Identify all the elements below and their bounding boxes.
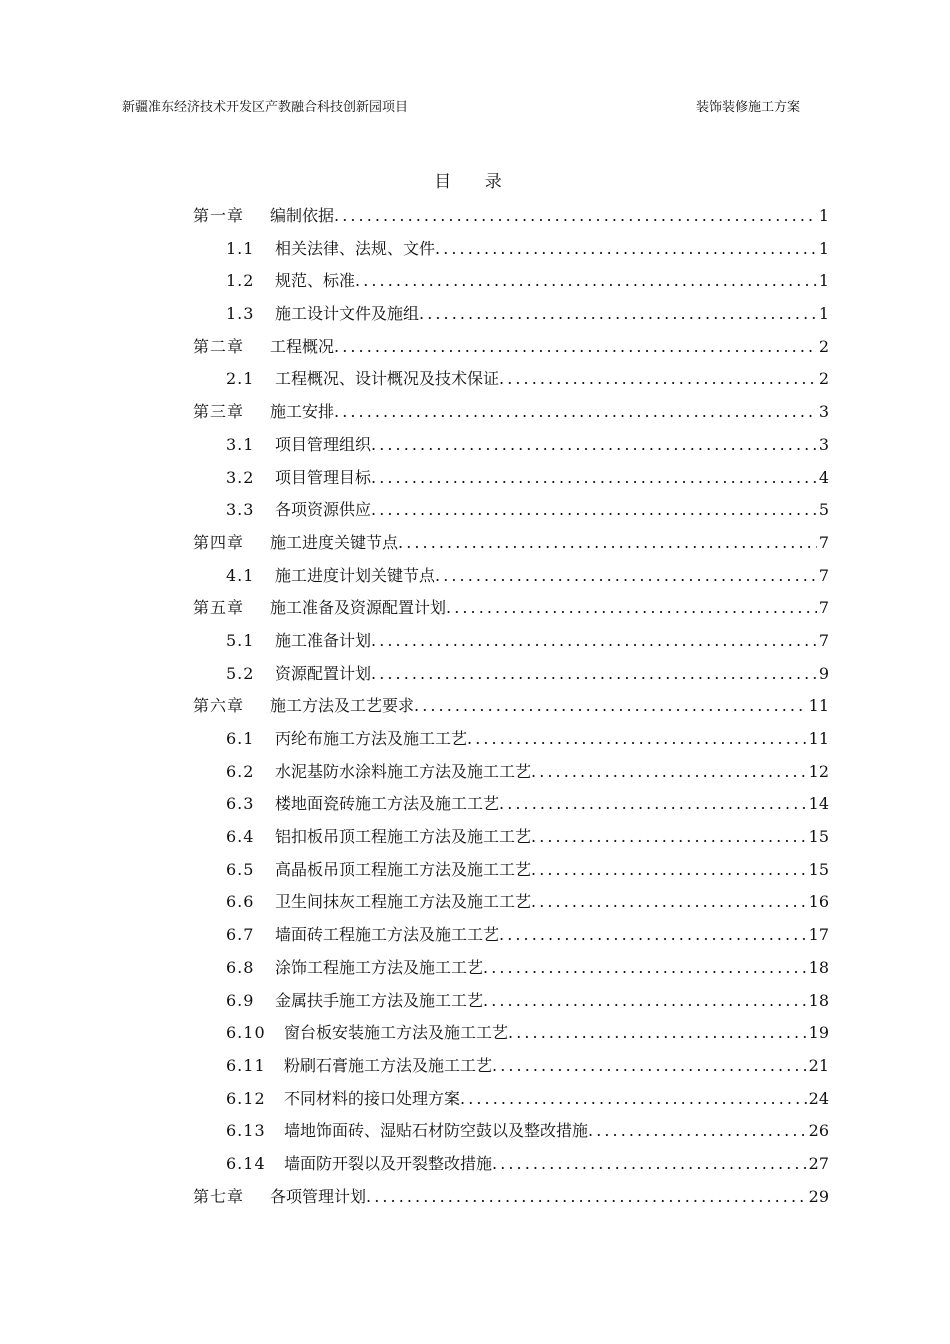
toc-page-number: 14 <box>808 794 829 814</box>
table-of-contents <box>193 200 829 1213</box>
toc-leader-dots <box>419 298 817 331</box>
toc-entry-label: 规范、标准 <box>275 271 356 291</box>
toc-leader-dots <box>499 363 817 396</box>
toc-section-entry[interactable] <box>193 429 829 462</box>
toc-leader-dots <box>371 462 817 495</box>
toc-leader-dots <box>499 919 807 952</box>
toc-leader-dots <box>499 788 807 821</box>
toc-entry-label: 资源配置计划 <box>275 663 372 683</box>
toc-entry-label: 高晶板吊顶工程施工方法及施工工艺 <box>275 859 532 879</box>
toc-entry-number: 6.6 <box>226 892 255 912</box>
toc-page-number: 9 <box>818 663 829 683</box>
toc-leader-dots <box>531 821 807 854</box>
toc-page-number: 3 <box>818 434 829 454</box>
toc-entry-label: 施工方法及工艺要求 <box>270 696 415 716</box>
toc-page-number: 1 <box>818 304 829 324</box>
toc-page-number: 1 <box>818 271 829 291</box>
toc-entry-label: 墙面砖工程施工方法及施工工艺 <box>275 925 500 945</box>
toc-page-number: 2 <box>818 336 829 356</box>
toc-section-entry[interactable] <box>193 985 829 1018</box>
toc-entry-number: 第六章 <box>193 696 245 716</box>
toc-leader-dots <box>334 331 817 364</box>
toc-entry-label: 各项管理计划 <box>270 1186 367 1206</box>
toc-chapter-entry[interactable] <box>193 690 829 723</box>
toc-entry-label: 相关法律、法规、文件 <box>275 238 436 258</box>
toc-entry-label: 施工设计文件及施组 <box>275 304 420 324</box>
toc-entry-label: 粉刷石膏施工方法及施工工艺 <box>284 1055 493 1075</box>
toc-entry-label: 施工准备及资源配置计划 <box>270 598 447 618</box>
toc-section-entry[interactable] <box>193 756 829 789</box>
header-document-title: 装饰装修施工方案 <box>695 100 800 115</box>
toc-leader-dots <box>508 1017 807 1050</box>
toc-leader-dots <box>531 886 807 919</box>
toc-section-entry[interactable] <box>193 1017 829 1050</box>
toc-entry-label: 窗台板安装施工方法及施工工艺 <box>284 1023 509 1043</box>
toc-section-entry[interactable] <box>193 233 829 266</box>
toc-page-number: 27 <box>808 1153 829 1173</box>
toc-entry-label: 涂饰工程施工方法及施工工艺 <box>275 957 484 977</box>
toc-page-number: 18 <box>808 990 829 1010</box>
toc-entry-label: 各项资源供应 <box>275 500 372 520</box>
toc-page-number: 2 <box>818 369 829 389</box>
toc-leader-dots <box>467 723 807 756</box>
toc-page-number: 1 <box>818 206 829 225</box>
toc-leader-dots <box>483 952 807 985</box>
toc-section-entry[interactable] <box>193 886 829 919</box>
toc-page-number: 11 <box>808 696 829 716</box>
toc-entry-number: 1.2 <box>226 271 255 291</box>
toc-page-number: 29 <box>808 1186 829 1206</box>
toc-entry-number: 3.3 <box>226 500 255 520</box>
toc-entry-number: 2.1 <box>226 369 255 389</box>
toc-section-entry[interactable] <box>193 298 829 331</box>
toc-section-entry[interactable] <box>193 1115 829 1148</box>
toc-entry-number: 1.1 <box>226 238 255 258</box>
toc-entry-label: 工程概况、设计概况及技术保证 <box>275 369 500 389</box>
toc-entry-number: 6.12 <box>226 1088 266 1108</box>
toc-page-number: 7 <box>818 598 829 618</box>
page-header <box>122 97 828 119</box>
toc-section-entry[interactable] <box>193 658 829 691</box>
toc-leader-dots <box>446 592 817 625</box>
toc-section-entry[interactable] <box>193 821 829 854</box>
toc-entry-number: 第二章 <box>193 336 245 356</box>
toc-leader-dots <box>435 233 817 266</box>
toc-leader-dots <box>371 429 817 462</box>
toc-section-entry[interactable] <box>193 1083 829 1116</box>
toc-entry-number: 6.2 <box>226 761 255 781</box>
toc-leader-dots <box>435 560 817 593</box>
toc-entry-number: 6.8 <box>226 957 255 977</box>
toc-entry-number: 5.2 <box>226 663 255 683</box>
toc-page-number: 18 <box>808 957 829 977</box>
toc-entry-label: 项目管理目标 <box>275 467 372 487</box>
toc-chapter-entry[interactable] <box>193 200 829 233</box>
toc-leader-dots <box>398 527 817 560</box>
toc-entry-number: 1.3 <box>226 304 255 324</box>
toc-section-entry[interactable] <box>193 952 829 985</box>
toc-entry-number: 第七章 <box>193 1186 245 1206</box>
toc-entry-number: 6.13 <box>226 1121 266 1141</box>
toc-entry-number: 6.11 <box>226 1055 266 1075</box>
toc-chapter-entry[interactable] <box>193 396 829 429</box>
toc-entry-number: 6.5 <box>226 859 255 879</box>
toc-page-number: 3 <box>818 402 829 422</box>
header-project-name: 新疆准东经济技术开发区产教融合科技创新园项目 <box>122 100 409 115</box>
toc-page-number: 5 <box>818 500 829 520</box>
toc-section-entry[interactable] <box>193 625 829 658</box>
toc-section-entry[interactable] <box>193 788 829 821</box>
toc-entry-number: 3.2 <box>226 467 255 487</box>
toc-entry-label: 铝扣板吊顶工程施工方法及施工工艺 <box>275 827 532 847</box>
toc-page-number: 7 <box>818 630 829 650</box>
toc-page-number: 17 <box>808 925 829 945</box>
toc-chapter-entry[interactable] <box>193 1181 829 1214</box>
toc-page-number: 19 <box>808 1023 829 1043</box>
toc-section-entry[interactable] <box>193 1148 829 1181</box>
toc-page-number: 24 <box>808 1088 829 1108</box>
toc-entry-label: 墙面防开裂以及开裂整改措施 <box>284 1153 493 1173</box>
toc-leader-dots <box>531 854 807 887</box>
toc-entry-number: 6.1 <box>226 729 255 748</box>
toc-chapter-entry[interactable] <box>193 527 829 560</box>
toc-entry-number: 3.1 <box>226 434 255 454</box>
toc-leader-dots <box>371 658 817 691</box>
toc-entry-label: 丙纶布施工方法及施工工艺 <box>275 729 468 748</box>
toc-page-number: 7 <box>818 532 829 552</box>
toc-section-entry[interactable] <box>193 494 829 527</box>
toc-entry-label: 卫生间抹灰工程施工方法及施工工艺 <box>275 892 532 912</box>
toc-leader-dots <box>492 1148 807 1181</box>
toc-section-entry[interactable] <box>193 1050 829 1083</box>
toc-entry-number: 第一章 <box>193 206 245 225</box>
toc-entry-label: 项目管理组织 <box>275 434 372 454</box>
toc-page-number: 16 <box>808 892 829 912</box>
toc-leader-dots <box>492 1050 807 1083</box>
toc-leader-dots <box>483 985 807 1018</box>
toc-page-number: 11 <box>808 729 829 748</box>
toc-title: 目 录 <box>434 172 516 192</box>
toc-entry-number: 6.4 <box>226 827 255 847</box>
toc-entry-label: 工程概况 <box>270 336 335 356</box>
toc-page-number: 12 <box>808 761 829 781</box>
toc-entry-number: 5.1 <box>226 630 255 650</box>
toc-page-number: 7 <box>818 565 829 585</box>
toc-entry-number: 6.14 <box>226 1153 266 1173</box>
toc-chapter-entry[interactable] <box>193 592 829 625</box>
toc-entry-label: 编制依据 <box>270 206 335 225</box>
toc-section-entry[interactable] <box>193 363 829 396</box>
toc-entry-label: 施工进度关键节点 <box>270 532 399 552</box>
toc-entry-number: 第五章 <box>193 598 245 618</box>
toc-leader-dots <box>371 625 817 658</box>
toc-entry-label: 楼地面瓷砖施工方法及施工工艺 <box>275 794 500 814</box>
toc-leader-dots <box>460 1083 807 1116</box>
toc-page-number: 21 <box>808 1055 829 1075</box>
toc-leader-dots <box>414 690 807 723</box>
toc-entry-label: 施工安排 <box>270 402 335 422</box>
toc-entry-label: 水泥基防水涂料施工方法及施工工艺 <box>275 761 532 781</box>
toc-page-number: 26 <box>808 1121 829 1141</box>
toc-entry-label: 不同材料的接口处理方案 <box>284 1088 461 1108</box>
toc-leader-dots <box>371 494 817 527</box>
toc-entry-number: 6.3 <box>226 794 255 814</box>
toc-leader-dots <box>355 265 817 298</box>
toc-entry-label: 施工进度计划关键节点 <box>275 565 436 585</box>
toc-leader-dots <box>588 1115 807 1148</box>
toc-leader-dots <box>366 1181 807 1214</box>
toc-entry-label: 墙地饰面砖、湿贴石材防空鼓以及整改措施 <box>284 1121 589 1141</box>
toc-section-entry[interactable] <box>193 723 829 756</box>
toc-leader-dots <box>334 200 817 233</box>
toc-section-entry[interactable] <box>193 854 829 887</box>
toc-page-number: 15 <box>808 859 829 879</box>
toc-entry-number: 第三章 <box>193 402 245 422</box>
toc-entry-number: 6.10 <box>226 1023 266 1043</box>
toc-page-number: 15 <box>808 827 829 847</box>
toc-leader-dots <box>531 756 807 789</box>
toc-leader-dots <box>334 396 817 429</box>
toc-entry-number: 6.7 <box>226 925 255 945</box>
toc-section-entry[interactable] <box>193 462 829 495</box>
toc-section-entry[interactable] <box>193 560 829 593</box>
toc-chapter-entry[interactable] <box>193 331 829 364</box>
toc-entry-label: 施工准备计划 <box>275 630 372 650</box>
toc-entry-number: 6.9 <box>226 990 255 1010</box>
toc-section-entry[interactable] <box>193 265 829 298</box>
toc-page-number: 4 <box>818 467 829 487</box>
toc-entry-number: 第四章 <box>193 532 245 552</box>
toc-entry-number: 4.1 <box>226 565 255 585</box>
toc-page-number: 1 <box>818 238 829 258</box>
toc-section-entry[interactable] <box>193 919 829 952</box>
toc-entry-label: 金属扶手施工方法及施工工艺 <box>275 990 484 1010</box>
